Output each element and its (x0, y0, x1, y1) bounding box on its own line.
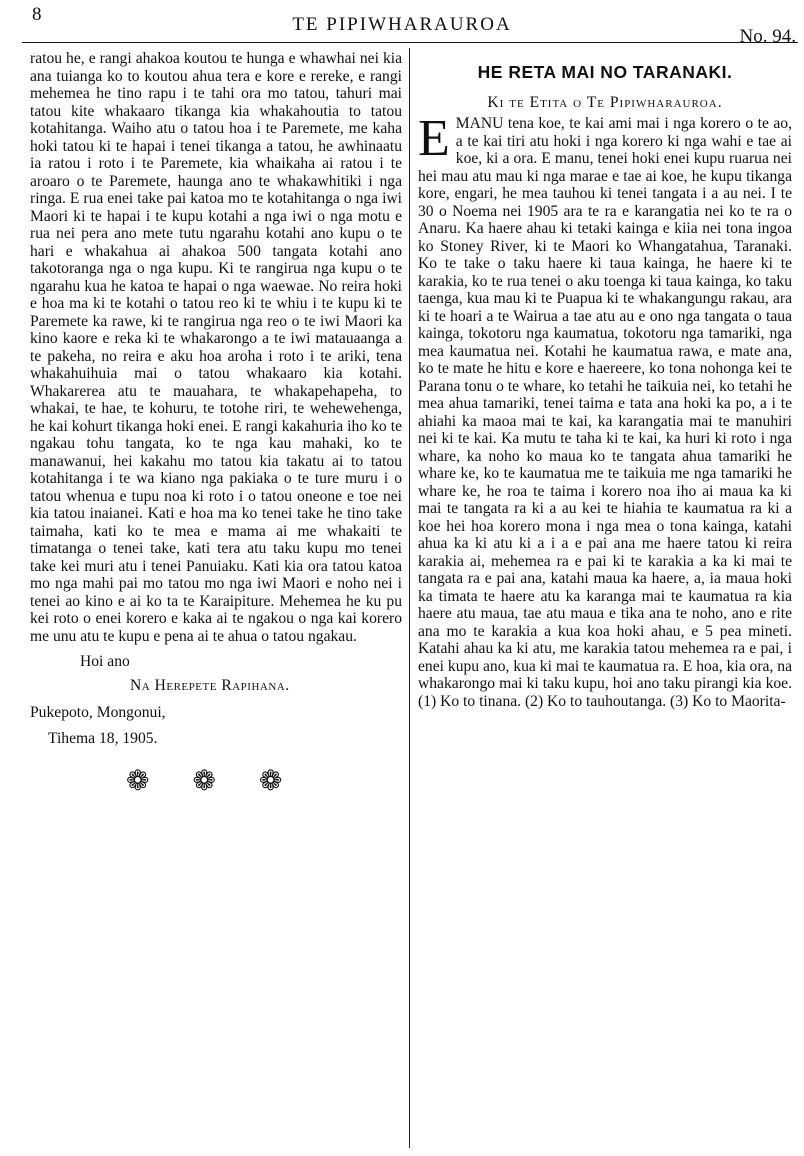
header-rule (22, 42, 798, 43)
date-line: Tihema 18, 1905. (48, 729, 158, 747)
right-article-body (418, 110, 792, 710)
article-subheading: Ki te Etita o Te Pipiwharauroa. (487, 93, 723, 111)
left-paragraph: ratou he, e rangi ahakoa koutou te hunga e whawhai nei kia ana tuianga ko to koutou ahua tera e kore e rereke, e rangi mehemea he tino rapu i te tahi ora mo tatou, tahuri mai tatou kite whakaaro tikanga kia whakahoutia to tatou kotahitanga. Waiho atu o tatou hoa i te Paremete, me kaha hoki tatou ki te hapai i tenei tikanga a tatou, he awhinaatu ia ratou i roto i te Paremete, kia whaikaha ai ratou i te aroaro o te Paremete, haunga ano te whakawhitiki i nga ringa. E rua enei take pai katoa mo te kotahitanga o nga iwi Maori ki te hapai i te kupu kotahi a nga iwi o nga motu e rua nei pera ano mete tutu ngarahu kotahi ano kupu o te hari e whakahua ai ahakoa 500 tangata kotahi ano takotoranga nga o nga kupu. Ki te rangirua nga kupu o te ngarahu kua he katoa te hapai o nga waewae. No reira hoki e hoa ma ki te kotahi o tatou reo ki te whiu i te kupu ki te Paremete ka rawe, ki te rangirua nga reo o te iwi Maori ka kino kaore e reka ki te whakarongo a te iwi matauaanga a te pakeha, no reira e aku hoa aroha i roto i te ariki, tena whakahuihuia mai o tatou whakaaro kia kotahi. Whakarerea atu te mauahara, te whakapehapeha, to whakai, te hae, te kohuru, te totohe riri, te wehewehenga, he kai kohurt tikanga hoki enei. E rangi kakahuria iho ko te ngakau tohu tangata, ko te nga kau mahaki, ko te manawanui, hei kakahu mo tatou kia takatu ai to tatou kotahitanga i te wa kiano nga pakiaka o te ture muru i o tatou whenua e tupu noa ki roto i o tatou oneone e toe nei kia tatou inaianei. Kati e hoa ma ko tenei take he tino take taimaha, kati ko te mea e mama ai me whakaiti te timatanga o tenei take, kati tera atu taku kupu mo tenei take kei muri atu i tenei Panuiaku. Kati kia ora tatou katoa mo nga mahi pai mo tatou mo nga iwi Maori e noho nei i tenei ao kino e ai ko ta te Karaipiture. Mehemea he ku pu kei roto o enei korero e kaka ai te ngakou o nga kai korero me unu atu te kupu e pena ai te ahua o tatou ngakau. (30, 50, 402, 645)
column-divider (409, 48, 410, 1148)
closing-line: Hoi ano (80, 653, 130, 670)
left-column (30, 50, 402, 797)
place-line: Pukepoto, Mongonui, (30, 704, 166, 721)
ornament-divider-icon: ❁ ❁ ❁ (126, 766, 301, 797)
right-column (418, 50, 792, 710)
signature: Na Herepete Rapihana. (130, 676, 290, 694)
drop-cap: E (418, 110, 450, 167)
right-paragraph: MANU tena koe, te kai ami mai i nga korero o te ao, a te kai tiri atu hoki i nga korero ki nga wahi e tae ai koe, ki a ora. E manu, tenei hoki enei kupu ruarua nei hei mau atu mau ki nga marae e tae ai koe, he kupu tikanga kore, engari, he mea tauhou ki tenei tangata i a au nei. I te 30 o Noema nei 1905 ara te ra e karangatia nei ko te ra o Anaru. Ka haere ahau ki tetaki kainga e kiia nei tona ingoa ko Stoney River, ki te Maori ko Whangatahua, Taranaki. Ko te take o taku haere ki taua kainga, he haere ki te karakia, ko te rua tenei o aku toenga ki taua kainga, ko taku taenga, kua mau ki te Puapua ki te whakangungu rakau, ara ki te hoari a te Wairua a tae atu au e ono nga tangata o taua kainga, tokotoru nga kaumatua, tokotoru nga tamariki, nga mea kaumatua nei. Kotahi he kaumatua rawa, e mate ana, ko te mate he hitu e kore e haereere, ko tona nohonga kei te Parana tonu o te whare, ko tetahi he taikuia nei, ko tetahi he mea ahua tamariki, tenei taima e tata ana hoki ka po, a i te ahiahi ka maoa mai te kai, ka karangatia mai te manuhiri nei ki te kai. Ka mutu te taha ki te kai, ka huri ki roto i nga whare, ka noho ko maua ko te tangata ahua tamariki he whare ke, ko te kaumatua me te taikuia me nga tamariki he whare ke, he roa te taima i korero noa iho ai maua ka ki mai te tangata ra ki a au kei te hiahia te kaumatua ra ki a koe hei hoa korero mona i nga mea o tona kainga, katahi ahua ka ki atu ki a i a e pai ana me haere tatou ki reira karakia ai, mehemea ra e pai ki te karakia a ka ki mai te tangata ra e pai ana, katahi maua ka haere, a, ia maua hoki ka timata te haere atu ka karanga mai te kaumatua ra kia haere atu maua, tae atu maua e tika ana te noho, ano e rite ana mo te karakia a kua koa hoki ahau, e 5 pea mineti. Katahi ahau ka ki atu, me karakia tatou mehemea ra e pai, i enei kupu ano, kua ki mai te kaumatua ra. E hoa, kia ora, na whakarongo mai ki taku kupu, hoi ano taku pirangi kia koe. (1) Ko to tinana. (2) Ko to tauhoutanga. (3) Ko to Maorita- (418, 115, 792, 710)
issue-number: No. 94. (739, 26, 796, 47)
newspaper-title: TE PIPIWHARAUROA (292, 14, 512, 35)
article-heading: HE RETA MAI NO TARANAKI. (477, 62, 733, 82)
left-article-body (30, 50, 402, 645)
page-number: 8 (32, 4, 42, 25)
